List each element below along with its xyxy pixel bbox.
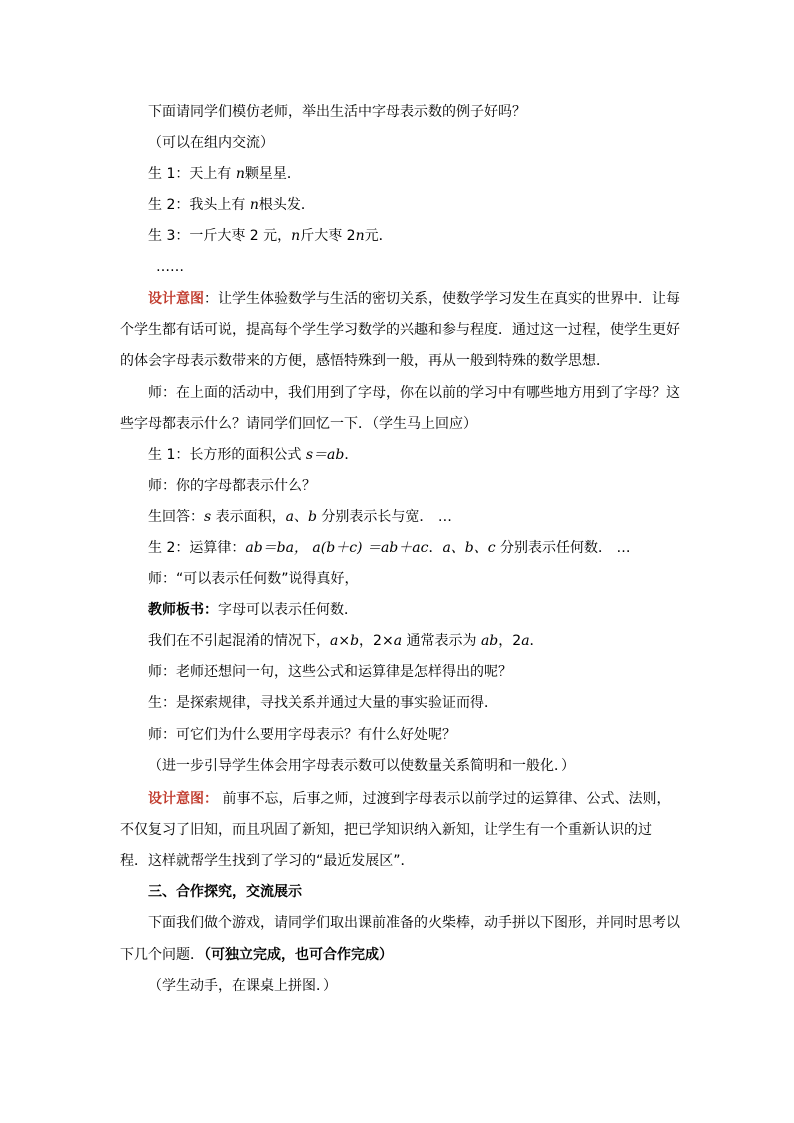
design-intent-line [148,790,670,808]
text-span: 我们在不引起混淆的情况下， [148,633,330,649]
variable: n [235,166,245,182]
text-span: ． [529,633,544,649]
text-span: 生 2：运算律： [148,540,246,556]
text-span: 前事不忘，后事之师，过渡到字母表示以前学过的运算律、公式、法则， [218,791,671,807]
board-note-line [148,601,358,619]
text-span: 生 1：长方形的面积公式 [148,447,306,463]
paragraph-line: 下面我们做个游戏，请同学们取出课前准备的火柴棒，动手拼以下图形，并同时思考以 [148,915,680,931]
paragraph-line: 下面请同学们模仿老师，举出生活中字母表示数的例子好吗？ [148,104,526,120]
variable: n [291,228,301,244]
variable: n [249,197,259,213]
design-intent-line [148,290,680,308]
student-answer-line [148,227,393,245]
paragraph-line: 些字母都表示什么？请同学们回忆一下．（学生马上回应） [120,416,477,432]
text-span: 、 [294,509,308,525]
paragraph-line: 的体会字母表示数带来的方便，感悟特殊到一般，再从一般到特殊的数学思想． [120,353,610,369]
student-answer-line [148,165,301,183]
section-heading: 三、合作探究，交流展示 [148,884,302,900]
paragraph-line: （进一步引导学生体会用字母表示数可以使数量关系简明和一般化．） [148,758,575,774]
paragraph-line [148,632,544,650]
student-answer-line [148,539,631,557]
formula: a [521,633,530,649]
text-span: ． [344,447,359,463]
text-span: 生 2：我头上有 [148,197,250,213]
paragraph-line: （学生动手，在课桌上拼图．） [148,978,337,994]
text-span: ，2 [498,633,522,649]
text-span: 分别表示长与宽． … [316,509,452,525]
formula: ab＝ba， a(b＋c) ＝ab＋ac [245,540,429,556]
text-span: 生回答： [148,509,204,525]
text-span: 元． [364,228,393,244]
text-span: ，2× [359,633,394,649]
text-span: 生 3：一斤大枣 2 元， [148,228,292,244]
text-span: 通常表示为 [402,633,481,649]
student-answer-line [148,508,452,526]
board-note-label: 教师板书： [148,602,218,618]
variable: s [204,509,212,525]
teacher-line: 师：老师还想问一句，这些公式和运算律是怎样得出的呢？ [148,664,512,680]
text-span: 下几个问题． [120,947,204,963]
formula: a [393,633,403,649]
paragraph-line: （可以在组内交流） [148,135,274,151]
design-intent-label: 设计意图： [148,791,218,807]
student-answer-line: 生：是探索规律，寻找关系并通过大量的事实验证而得． [148,695,498,711]
text-span: 颗星星． [244,166,301,182]
design-intent-label: 设计意图 [148,291,204,307]
text-span: 字母可以表示任何数． [218,602,358,618]
variable: n [355,228,365,244]
formula: a、b、c [442,540,496,556]
text-span: 分别表示任何数． … [495,540,631,556]
teacher-line: 师：你的字母都表示什么？ [148,478,316,494]
ellipsis: …… [156,259,184,275]
formula: a×b [330,633,360,649]
text-span: ． [428,540,443,556]
teacher-line: 师：可它们为什么要用字母表示？有什么好处呢？ [148,727,456,743]
text-span: 生 1：天上有 [148,166,236,182]
teacher-line: 师：“可以表示任何数”说得真好， [148,571,359,587]
text-span: 斤大枣 2 [300,228,356,244]
teacher-line: 师：在上面的活动中，我们用到了字母，你在以前的学习中有哪些地方用到了字母？这 [148,385,680,401]
student-answer-line [148,196,315,214]
variable: a [285,509,294,525]
formula: s＝ab [305,447,345,463]
formula: ab [480,633,499,649]
paragraph-line: 不仅复习了旧知，而且巩固了新知，把已学知识纳入新知，让学生有一个重新认识的过 [120,822,652,838]
paragraph-line [120,946,393,964]
text-span: 表示面积， [211,509,286,525]
variable: b [308,509,317,525]
paragraph-line: 个学生都有话可说，提高每个学生学习数学的兴趣和参与程度．通过这一过程，使学生更好 [120,322,680,338]
bold-note: （可独立完成，也可合作完成） [204,947,393,963]
student-answer-line [148,446,358,464]
text-span: ：让学生体验数学与生活的密切关系，使数学学习发生在真实的世界中．让每 [204,291,680,307]
paragraph-line: 程．这样就帮学生找到了学习的“最近发展区”． [120,853,415,869]
text-span: 根头发． [258,197,315,213]
